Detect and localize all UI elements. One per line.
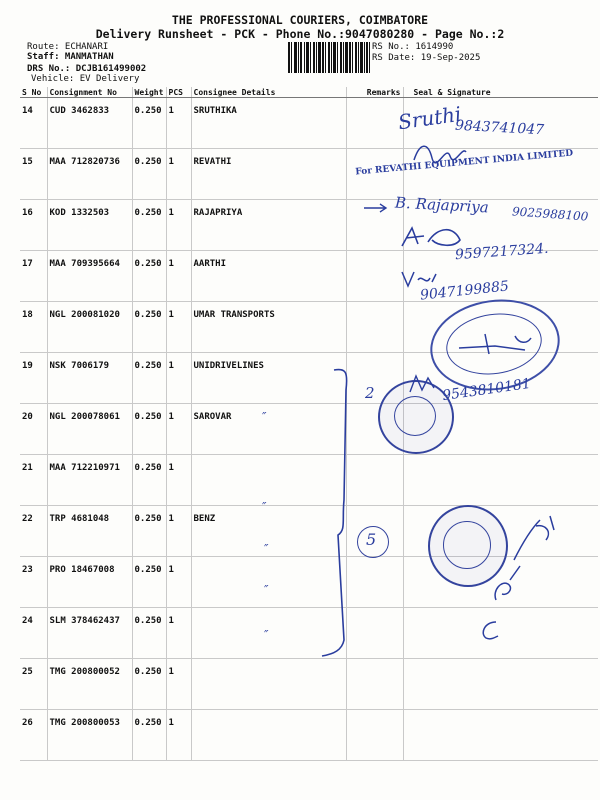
- row-sno: 16: [20, 200, 47, 251]
- vehicle-label: Vehicle: EV Delivery: [31, 74, 140, 84]
- col-header-signature: Seal & Signature: [403, 87, 598, 98]
- signature-scribble-row-21: [406, 372, 436, 396]
- table-row: [20, 710, 598, 761]
- row-weight: 0.250: [132, 710, 166, 761]
- phone-row-16: 9025988100: [511, 204, 589, 224]
- row-consignment-no: TMG 200800052: [47, 659, 132, 710]
- ditto-mark-row-24: ″: [264, 542, 269, 556]
- row-consignment-no: NGL 200081020: [47, 302, 132, 353]
- row-sno: 26: [20, 710, 47, 761]
- col-header-sno: S No: [20, 87, 47, 98]
- drs-number: DRS No.: DCJB161499002: [27, 64, 147, 74]
- signature-row-14: Sruthi: [396, 101, 463, 135]
- table-body: [20, 98, 598, 761]
- row-remarks: [346, 251, 403, 302]
- signature-row-26: [478, 618, 502, 642]
- row-pcs: 1: [166, 149, 191, 200]
- row-consignment-no: MAA 712210971: [47, 455, 132, 506]
- signature-scribble-row-15: [410, 140, 470, 166]
- row-sno: 18: [20, 302, 47, 353]
- row-sno: 19: [20, 353, 47, 404]
- row-pcs: 1: [166, 404, 191, 455]
- staff-label: Staff: MANMATHAN: [27, 52, 114, 62]
- col-header-consignee: Consignee Details: [191, 87, 346, 98]
- row-consignee: UNIDRIVELINES: [191, 353, 346, 404]
- row-sno: 15: [20, 149, 47, 200]
- ditto-mark-row-21: ″: [262, 410, 267, 424]
- ditto-mark-row-26: ″: [264, 628, 269, 642]
- row-weight: 0.250: [132, 455, 166, 506]
- row-remarks: [346, 98, 403, 149]
- row-consignee: BENZ: [191, 506, 346, 557]
- row-consignee: [191, 659, 346, 710]
- row-sno: 22: [20, 506, 47, 557]
- row-remarks: [346, 302, 403, 353]
- row-consignment-no: SLM 378462437: [47, 608, 132, 659]
- row-pcs: 1: [166, 455, 191, 506]
- row-weight: 0.250: [132, 608, 166, 659]
- row-weight: 0.250: [132, 98, 166, 149]
- row-sno: 25: [20, 659, 47, 710]
- row-weight: 0.250: [132, 149, 166, 200]
- row-pcs: 1: [166, 251, 191, 302]
- row-pcs: 1: [166, 200, 191, 251]
- row-consignment-no: MAA 712820736: [47, 149, 132, 200]
- row-consignment-no: TMG 200800053: [47, 710, 132, 761]
- signature-row-25: [488, 560, 528, 610]
- row-sno: 24: [20, 608, 47, 659]
- row-signature: [403, 455, 598, 506]
- row-pcs: 1: [166, 353, 191, 404]
- row-pcs: 1: [166, 98, 191, 149]
- phone-row-18: 9047199885: [419, 278, 510, 304]
- row-consignment-no: MAA 709395664: [47, 251, 132, 302]
- table-row: [20, 404, 598, 455]
- barcode: [288, 42, 370, 73]
- row-consignment-no: PRO 18467008: [47, 557, 132, 608]
- row-remarks: [346, 659, 403, 710]
- row-sno: 20: [20, 404, 47, 455]
- row-consignment-no: NSK 7006179: [47, 353, 132, 404]
- row-pcs: 1: [166, 710, 191, 761]
- row-consignee: AARTHI: [191, 251, 346, 302]
- document-subtitle: Delivery Runsheet - PCK - Phone No.:9047080280 - Page No.:2: [95, 27, 505, 41]
- row-weight: 0.250: [132, 200, 166, 251]
- document-title: THE PROFESSIONAL COURIERS, COIMBATORE: [171, 13, 429, 27]
- ditto-mark-row-25: ″: [264, 583, 269, 597]
- col-header-consignment: Consignment No: [47, 87, 132, 98]
- row-consignee: RAJAPRIYA: [191, 200, 346, 251]
- col-header-pcs: PCS: [166, 87, 191, 98]
- row-consignment-no: CUD 3462833: [47, 98, 132, 149]
- col-header-weight: Weight: [132, 87, 166, 98]
- row-weight: 0.250: [132, 404, 166, 455]
- row-pcs: 1: [166, 506, 191, 557]
- table-row: [20, 659, 598, 710]
- row-consignee: UMAR TRANSPORTS: [191, 302, 346, 353]
- row-weight: 0.250: [132, 353, 166, 404]
- rs-number: RS No.: 1614990: [372, 42, 454, 52]
- row-weight: 0.250: [132, 659, 166, 710]
- round-seal-inner-row-24: [443, 521, 491, 569]
- row-weight: 0.250: [132, 506, 166, 557]
- row-consignee: SRUTHIKA: [191, 98, 346, 149]
- bracket-number-5: 5: [366, 530, 377, 549]
- table-header-row: [20, 87, 598, 98]
- ditto-mark-row-23: ″: [262, 500, 267, 514]
- row-sno: 14: [20, 98, 47, 149]
- row-pcs: 1: [166, 659, 191, 710]
- row-signature: [403, 710, 598, 761]
- runsheet-table: [20, 87, 598, 761]
- route-label: Route: ECHANARI: [27, 42, 109, 52]
- row-pcs: 1: [166, 557, 191, 608]
- bracket-number-2: 2: [365, 384, 375, 402]
- phone-row-17: 9597217324.: [454, 240, 549, 264]
- arrow-row-16: [362, 202, 392, 214]
- phone-row-14: 9843741047: [454, 117, 545, 139]
- row-consignee: SAROVAR: [191, 404, 346, 455]
- bracket-mark: [320, 360, 360, 660]
- row-weight: 0.250: [132, 251, 166, 302]
- row-signature: [403, 659, 598, 710]
- phone-row-21: 9543810181: [441, 375, 532, 405]
- signature-row-19: [455, 328, 545, 358]
- rs-date: RS Date: 19-Sep-2025: [372, 53, 481, 63]
- row-consignment-no: KOD 1332503: [47, 200, 132, 251]
- row-weight: 0.250: [132, 302, 166, 353]
- row-pcs: 1: [166, 302, 191, 353]
- row-consignee: [191, 710, 346, 761]
- row-consignment-no: NGL 200078061: [47, 404, 132, 455]
- row-weight: 0.250: [132, 557, 166, 608]
- signature-row-16: B. Rajapriya: [394, 193, 490, 217]
- table-row: [20, 455, 598, 506]
- row-consignee: REVATHI: [191, 149, 346, 200]
- row-sno: 17: [20, 251, 47, 302]
- row-sno: 23: [20, 557, 47, 608]
- row-remarks: [346, 710, 403, 761]
- table-row: [20, 608, 598, 659]
- row-consignment-no: TRP 4681048: [47, 506, 132, 557]
- row-sno: 21: [20, 455, 47, 506]
- round-seal-inner-row-21: [394, 396, 436, 436]
- col-header-remarks: Remarks: [346, 87, 403, 98]
- company-stamp-row-15: For REVATHI EQUIPMENT INDIA LIMITED: [354, 148, 574, 178]
- row-pcs: 1: [166, 608, 191, 659]
